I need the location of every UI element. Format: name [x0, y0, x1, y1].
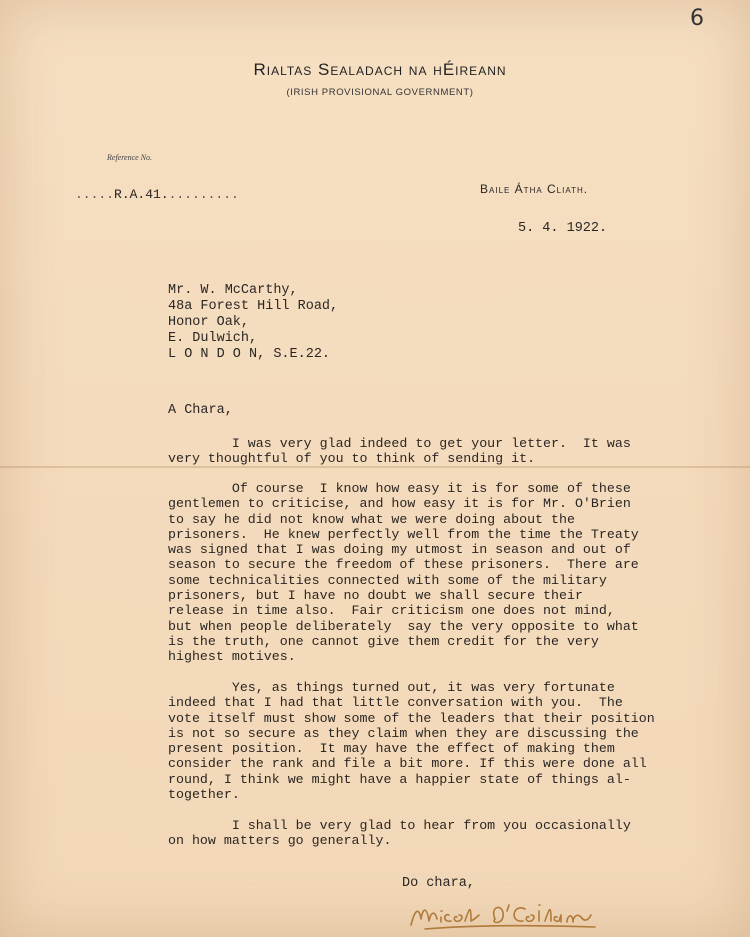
- address-line: Honor Oak,: [168, 315, 250, 330]
- body-paragraph-4: I shall be very glad to hear from you occasionally on how matters go generally.: [168, 818, 631, 849]
- letter-date: 5. 4. 1922.: [518, 221, 608, 236]
- letterhead-subtitle: (IRISH PROVISIONAL GOVERNMENT): [286, 87, 474, 98]
- body-paragraph-3: Yes, as things turned out, it was very fortunate indeed that I had that little conversation with you. The vote itself must show some of the leaders that their position is not so secure as they claim when they are discussing the present position. It may have the effect of making them consider the rank and file a bit more. If this were done all round, I think we might have a happier state of things al- together.: [168, 680, 655, 803]
- reference-number: .....R.A.41..........: [75, 187, 239, 202]
- address-line: L O N D O N, S.E.22.: [168, 347, 331, 362]
- address-line: Mr. W. McCarthy,: [168, 283, 298, 298]
- reference-value: R.A.41.: [114, 187, 169, 202]
- address-line: 48a Forest Hill Road,: [168, 299, 339, 314]
- address-line: E. Dulwich,: [168, 331, 258, 346]
- body-paragraph-2: Of course I know how easy it is for some of these gentlemen to criticise, and how easy it is for Mr. O'Brien to say he did not know what we were doing about the prisoners. He knew perfectly well from the time the Treaty was signed that I was doing my utmost in season and out of season to secure the freedom of these prisoners. There are some technicalities connected with some of the military prisoners, but I have no doubt we shall secure their release in time also. Fair criticism one does not mind, but when people deliberately say the very opposite to what is the truth, one cannot give them credit for the very highest motives.: [168, 481, 639, 665]
- closing: Do chara,: [402, 876, 475, 891]
- reference-label: Reference No.: [107, 153, 153, 162]
- salutation: A Chara,: [168, 403, 233, 418]
- letterhead-title: Rialtas Sealadach na hÉireann: [253, 60, 507, 79]
- page-number: 6: [690, 6, 704, 31]
- handwritten-signature: [405, 895, 620, 933]
- recipient-address: [168, 283, 338, 363]
- body-paragraph-1: I was very glad indeed to get your letter. It was very thoughtful of you to think of sending it.: [168, 436, 631, 467]
- place-line: Baile Átha Cliath.: [480, 182, 589, 196]
